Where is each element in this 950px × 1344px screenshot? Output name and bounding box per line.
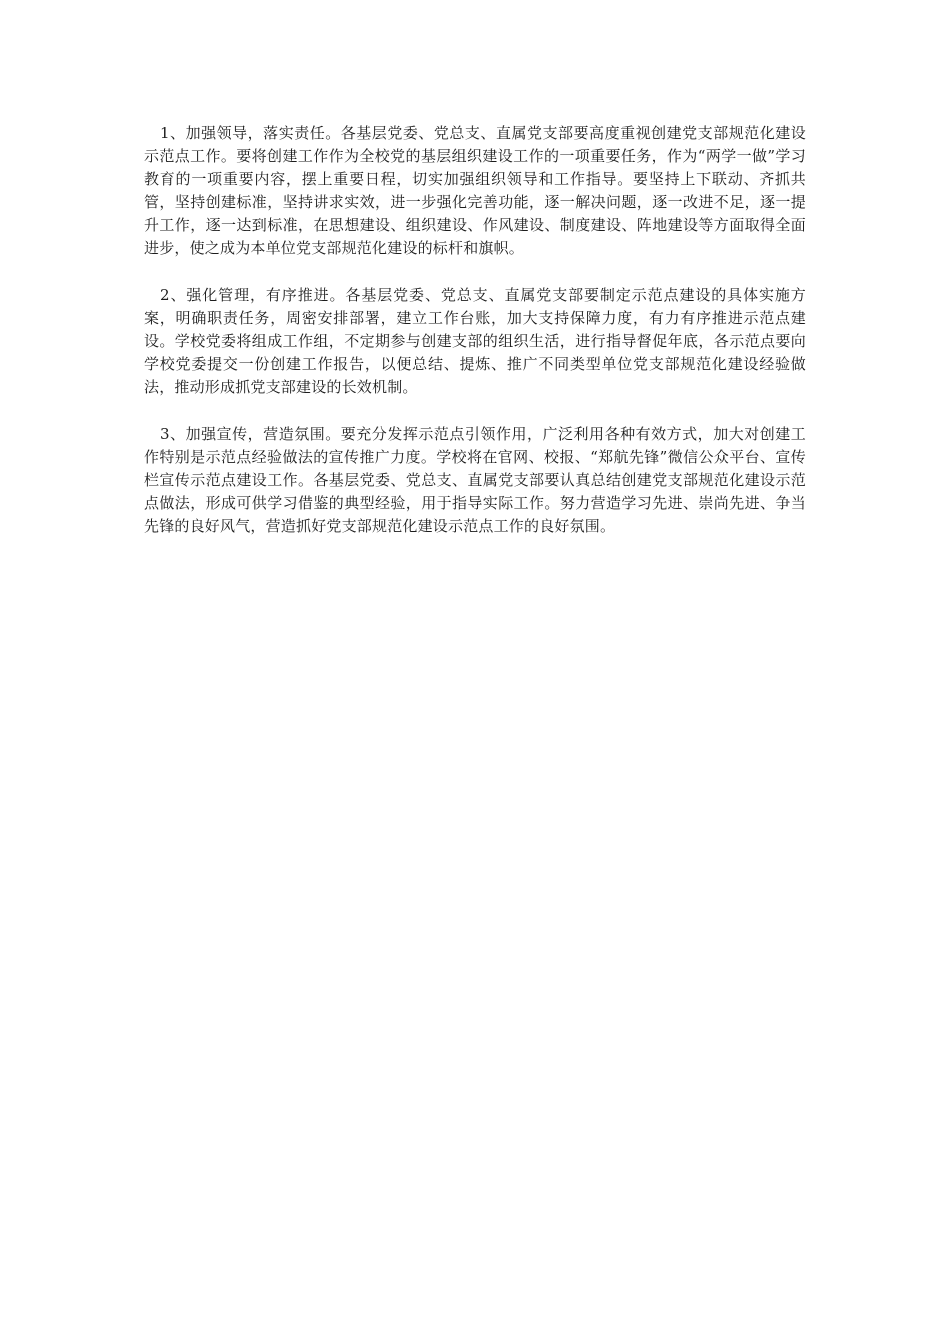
document-body — [144, 122, 806, 562]
paragraph-strengthen-publicity: 3、加强宣传，营造氛围。要充分发挥示范点引领作用，广泛利用各种有效方式，加大对创建工作特别是示范点经验做法的宣传推广力度。学校将在官网、校报、“郑航先锋”微信公众平台、宣传栏宣传示范点建设工作。各基层党委、党总支、直属党支部要认真总结创建党支部规范化建设示范点做法，形成可供学习借鉴的典型经验，用于指导实际工作。努力营造学习先进、崇尚先进、争当先锋的良好风气，营造抓好党支部规范化建设示范点工作的良好氛围。 — [144, 425, 806, 535]
paragraph-strengthen-management: 2、强化管理，有序推进。各基层党委、党总支、直属党支部要制定示范点建设的具体实施方案，明确职责任务，周密安排部署，建立工作台账，加大支持保障力度，有力有序推进示范点建设。学校党委将组成工作组，不定期参与创建支部的组织生活，进行指导督促年底，各示范点要向学校党委提交一份创建工作报告，以便总结、提炼、推广不同类型单位党支部规范化建设经验做法，推动形成抓党支部建设的长效机制。 — [144, 286, 806, 396]
paragraph-strengthen-leadership: 1、加强领导，落实责任。各基层党委、党总支、直属党支部要高度重视创建党支部规范化建设示范点工作。要将创建工作作为全校党的基层组织建设工作的一项重要任务，作为“两学一做”学习教育的一项重要内容，摆上重要日程，切实加强组织领导和工作指导。要坚持上下联动、齐抓共管，坚持创建标准，坚持讲求实效，进一步强化完善功能，逐一解决问题，逐一改进不足，逐一提升工作，逐一达到标准，在思想建设、组织建设、作风建设、制度建设、阵地建设等方面取得全面进步，使之成为本单位党支部规范化建设的标杆和旗帜。 — [144, 124, 806, 257]
